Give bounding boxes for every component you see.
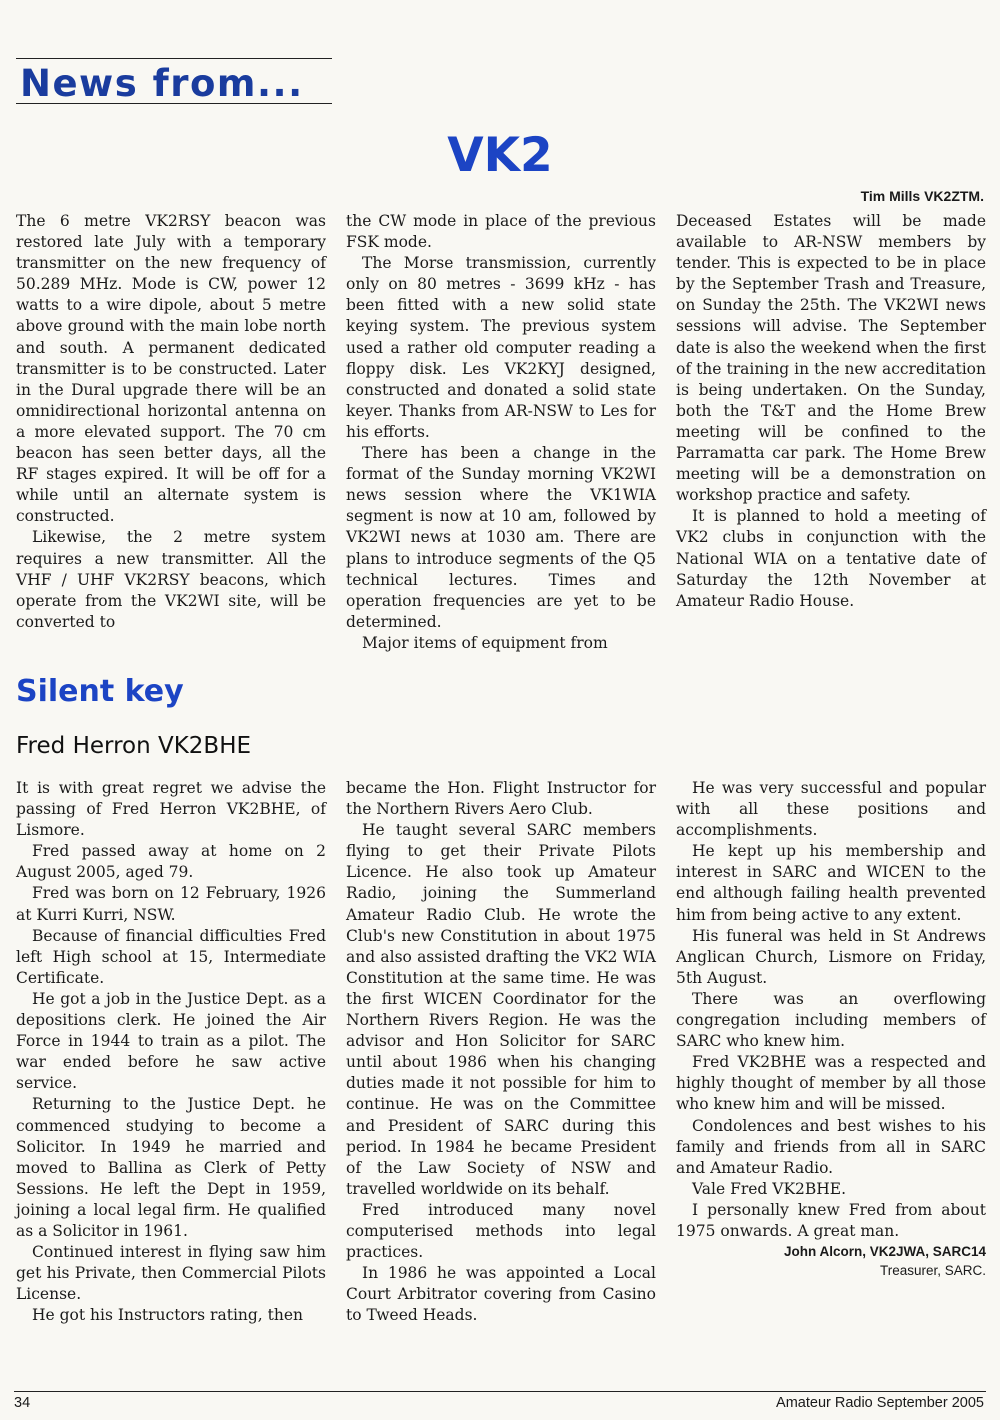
paragraph: He kept up his membership and interest in SARC and WICEN to the end although failing health prevented him from being active to any extent.	[676, 842, 986, 924]
paragraph: Deceased Estates will be made available to AR-NSW members by tender. This is expected to be in place by the September Trash and Treasure, on Sunday the 25th. The VK2WI news sessions will advise. The September date is also the weekend when the first of the training in the new accreditation is being undertaken. On the Sunday, both the T&T and the Home Brew meeting will be confined to the Parramatta car park. The Home Brew meeting will be a demonstration on workshop practice and safety.	[676, 212, 986, 505]
page-number: 34	[14, 1395, 31, 1411]
paragraph: His funeral was held in St Andrews Anglican Church, Lismore on Friday, 5th August.	[676, 926, 986, 987]
paragraph: The Morse transmission, currently only on 80 metres - 3699 kHz - has been fitted with a new solid state keying system. The previous system used a rather old computer reading a floppy disk. Les VK2KYJ designed, constructed and donated a solid state keyer. Thanks from AR-NSW to Les for his efforts.	[346, 254, 656, 441]
paragraph: Likewise, the 2 metre system requires a new transmitter. All the VHF / UHF VK2RSY beacons, which operate from the VK2WI site, will be converted to	[16, 528, 326, 631]
paragraph: Continued interest in flying saw him get his Private, then Commercial Pilots License.	[16, 1243, 326, 1304]
paragraph: Because of financial difficulties Fred left High school at 15, Intermediate Certificate.	[16, 926, 326, 987]
paragraph: In 1986 he was appointed a Local Court Arbitrator covering from Casino to Tweed Heads.	[346, 1264, 656, 1325]
paragraph: Fred passed away at home on 2 August 2005, aged 79.	[16, 842, 326, 882]
paragraph: It is with great regret we advise the passing of Fred Herron VK2BHE, of Lismore.	[16, 779, 326, 840]
paragraph: Vale Fred VK2BHE.	[692, 1179, 847, 1198]
region-title: VK2	[447, 128, 553, 183]
silent-key-column-3	[676, 778, 986, 1280]
paragraph: Fred was born on 12 February, 1926 at Kurri Kurri, NSW.	[16, 884, 326, 924]
signature-name: John Alcorn, VK2JWA, SARC14	[783, 1244, 986, 1260]
signature	[676, 1242, 986, 1280]
silent-key-subtitle: Fred Herron VK2BHE	[16, 733, 252, 759]
silent-key-column-1	[16, 778, 326, 1326]
paragraph: Condolences and best wishes to his family and friends from all in SARC and Amateur Radio.	[676, 1116, 986, 1177]
paragraph: Returning to the Justice Dept. he commenced studying to become a Solicitor. In 1949 he married and moved to Ballina as Clerk of Petty Sessions. He left the Dept in 1959, joining a local legal firm. He qualified as a Solicitor in 1961.	[16, 1095, 326, 1240]
news-column-3	[676, 211, 986, 612]
paragraph: Major items of equipment from	[362, 633, 608, 652]
paragraph: There was an overflowing congregation including members of SARC who knew him.	[676, 989, 986, 1051]
paragraph: became the Hon. Flight Instructor for the Northern Rivers Aero Club.	[346, 779, 656, 819]
paragraph: Fred introduced many novel computerised methods into legal practices.	[346, 1200, 656, 1262]
paragraph: the CW mode in place of the previous FSK mode.	[346, 212, 656, 252]
publication-name: Amateur Radio September 2005	[776, 1395, 984, 1411]
news-column-1	[16, 211, 326, 633]
paragraph: It is planned to hold a meeting of VK2 clubs in conjunction with the National WIA on a tentative date of Saturday the 12th November at Amateur Radio House.	[676, 507, 986, 610]
section-heading: News from...	[20, 62, 304, 105]
news-column-2	[346, 211, 656, 654]
header-rule-top	[16, 58, 332, 59]
paragraph: He taught several SARC members flying to get their Private Pilots Licence. He also took up Amateur Radio, joining the Summerland Amateur Radio Club. He wrote the Club's new Constitution in about 1975 and also assisted drafting the VK2 WIA Constitution at the same time. He was the first WICEN Coordinator for the Northern Rivers Region. He was the advisor and Hon Solicitor for SARC until about 1986 when his changing duties made it not possible for him to continue. He was on the Committee and President of SARC during this period. In 1984 he became President of the Law Society of NSW and travelled worldwide on its behalf.	[346, 821, 656, 1198]
signature-role: Treasurer, SARC.	[879, 1263, 986, 1279]
paragraph: He got his Instructors rating, then	[32, 1306, 304, 1325]
footer-rule	[14, 1391, 986, 1392]
paragraph: He was very successful and popular with all these positions and accomplishments.	[676, 779, 986, 840]
paragraph: I personally knew Fred from about 1975 onwards. A great man.	[676, 1200, 986, 1240]
silent-key-title: Silent key	[16, 674, 184, 709]
paragraph: Fred VK2BHE was a respected and highly thought of member by all those who knew him and will be missed.	[676, 1053, 986, 1114]
paragraph: He got a job in the Justice Dept. as a depositions clerk. He joined the Air Force in 1944 to train as a pilot. The war ended before he saw active service.	[16, 989, 326, 1093]
silent-key-column-2	[346, 778, 656, 1326]
byline: Tim Mills VK2ZTM.	[860, 188, 984, 204]
paragraph: There has been a change in the format of the Sunday morning VK2WI news session where the VK1WIA segment is now at 10 am, followed by VK2WI news at 1030 am. There are plans to introduce segments of the Q5 technical lectures. Times and operation frequencies are yet to be determined.	[346, 444, 656, 631]
paragraph: The 6 metre VK2RSY beacon was restored late July with a temporary transmitter on the new frequency of 50.289 MHz. Mode is CW, power 12 watts to a wire dipole, about 5 metre above ground with the main lobe north and south. A permanent dedicated transmitter is to be constructed. Later in the Dural upgrade there will be an omnidirectional horizontal antenna on a more elevated support. The 70 cm beacon has seen better days, all the RF stages expired. It will be off for a while until an alternate system is constructed.	[16, 212, 326, 526]
